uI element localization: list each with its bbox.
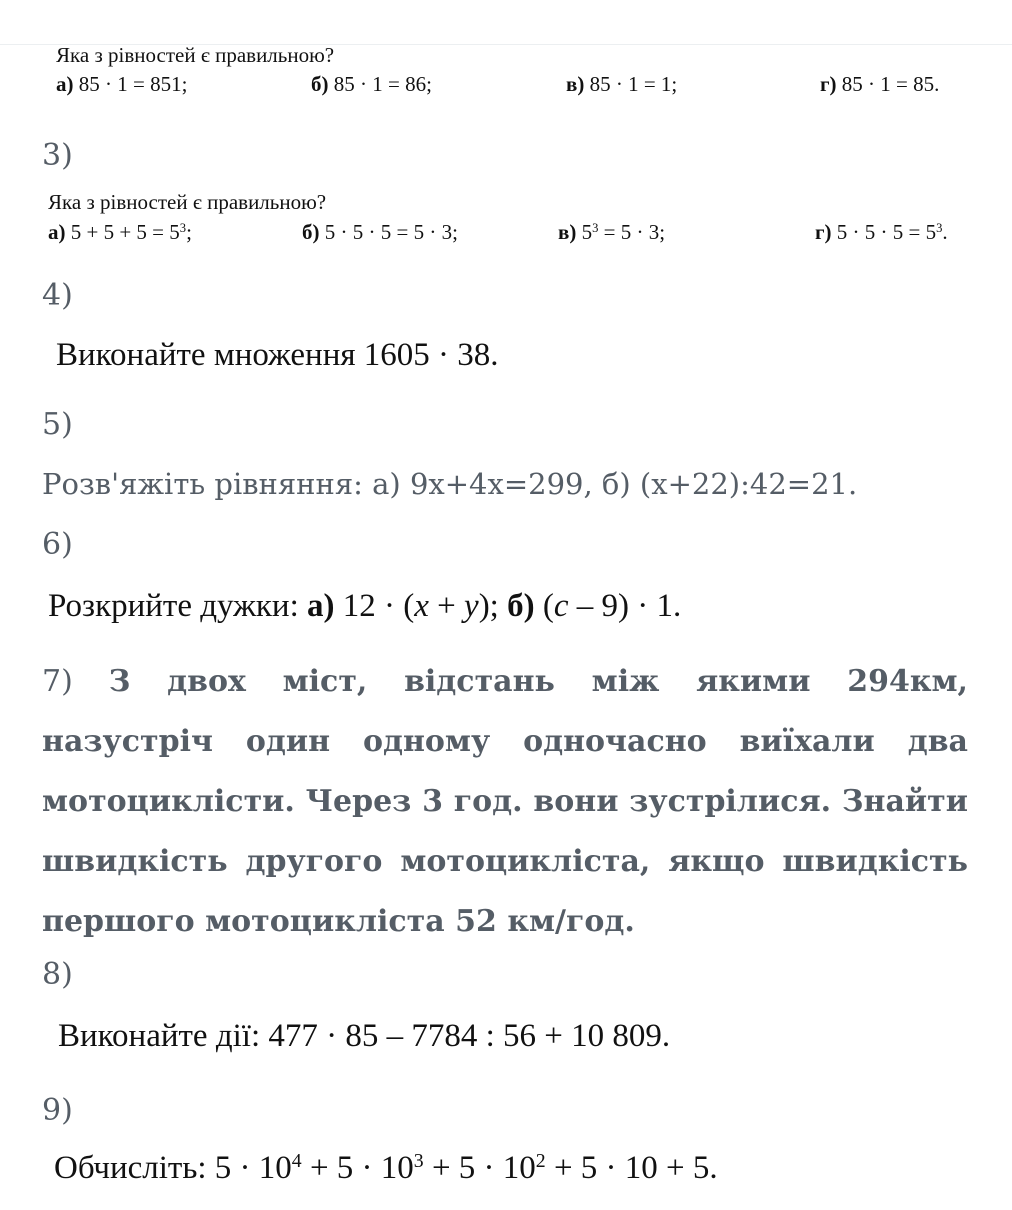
q8-text: Виконайте дії: 477 · 85 – 7784 : 56 + 10 809. xyxy=(58,1018,671,1054)
q5-text: Розв'яжіть рівняння: а) 9х+4х=299, б) (х+22):42=21. xyxy=(42,467,858,501)
q6-number: 6) xyxy=(42,527,73,562)
q2-option-d: г) 85 · 1 = 85. xyxy=(820,72,940,96)
q7-number: 7) xyxy=(42,664,73,699)
q2-option-a: а) 85 · 1 = 851; xyxy=(56,72,188,96)
q3-question: Яка з рівностей є правильною? xyxy=(48,190,327,214)
q8-number: 8) xyxy=(42,957,73,992)
q2-option-c: в) 85 · 1 = 1; xyxy=(566,72,678,96)
q2-question: Яка з рівностей є правильною? xyxy=(56,43,335,67)
q3-number: 3) xyxy=(42,138,73,173)
q3-option-a: а) $5 + 5 + 5 = 5^3$; xyxy=(48,220,192,244)
q2-option-b: б) 85 · 1 = 86; xyxy=(311,72,432,96)
q9-number: 9) xyxy=(42,1093,73,1128)
q9-text: Обчисліть: $5 \cdot 10^4 + 5 \cdot 10^3 + 5 \cdot 10^2 + 5 \cdot 10 + 5$. xyxy=(54,1150,718,1186)
q3-option-d: г) $5 \cdot 5 \cdot 5 = 5^3$. xyxy=(815,220,948,244)
q4-number: 4) xyxy=(42,278,73,313)
q7-text: З двох міст, відстань між якими 294км, назустріч один одному одночасно виїхали два мотоциклісти. Через 3 год. вони зустрілися. Знайти швидкість другого мотоцикліста, якщо швидкість першого мотоцикліста 52 км/год. xyxy=(42,664,968,939)
q3-option-c: в) $5^3 = 5 \cdot 3$; xyxy=(558,220,666,244)
q7-paragraph xyxy=(42,652,968,952)
q5-number: 5) xyxy=(42,407,73,442)
q3-option-b: б) 5 · 5 · 5 = 5 · 3; xyxy=(302,220,458,244)
q4-text: Виконайте множення 1605 · 38. xyxy=(56,337,499,373)
q6-text: Розкрийте дужки: а) 12 · (x + y); б) (c – 9) · 1. xyxy=(48,588,682,624)
